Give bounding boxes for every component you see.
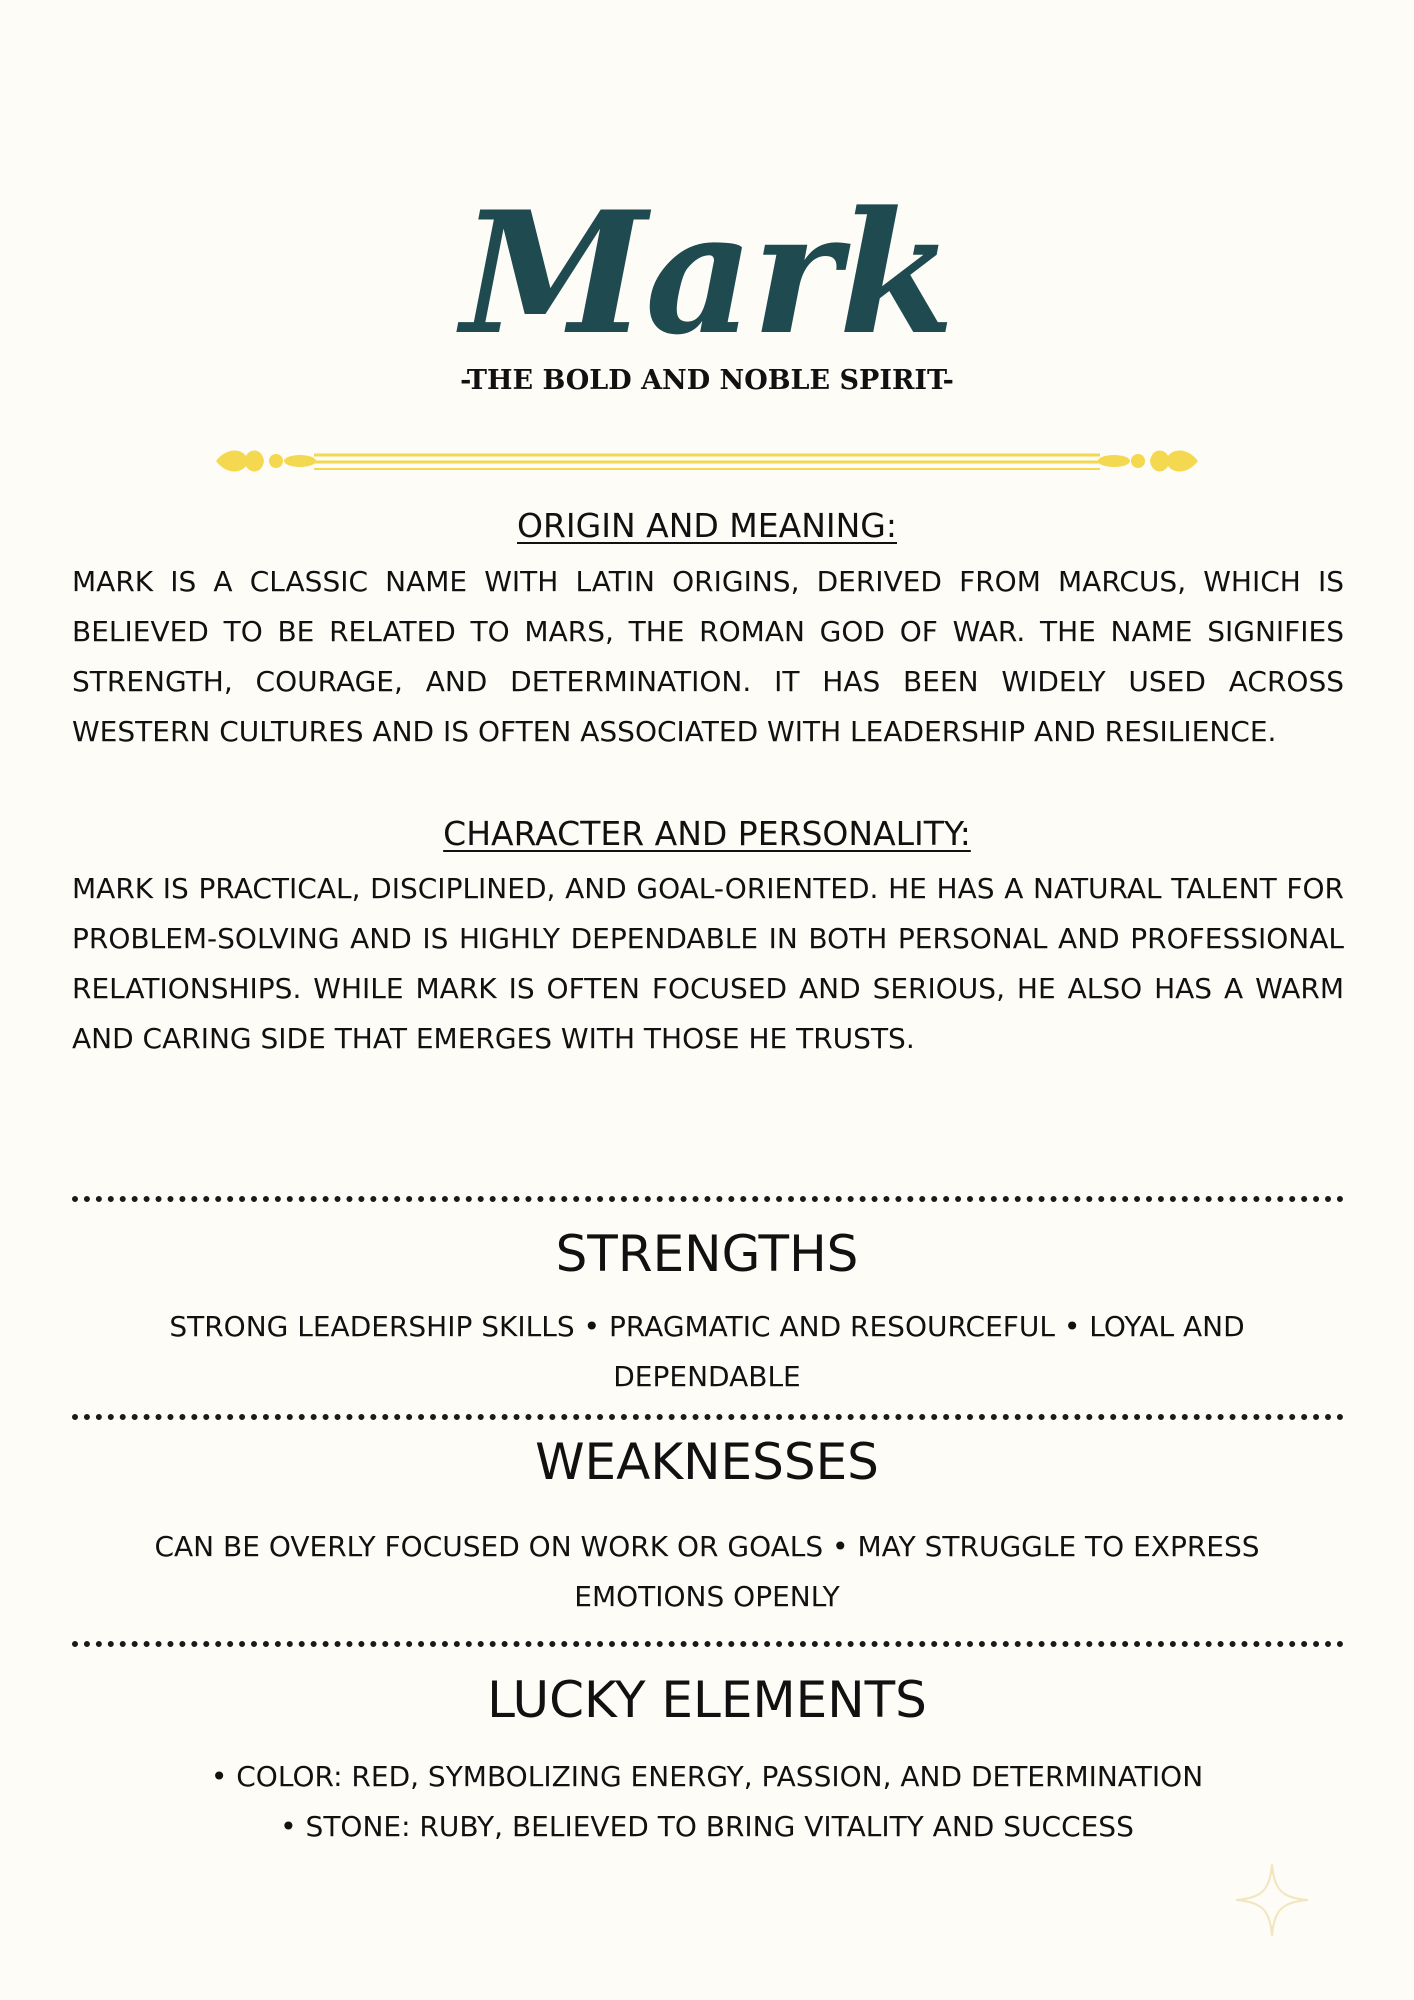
origin-heading: ORIGIN AND MEANING:	[517, 506, 897, 545]
lucky-heading: LUCKY ELEMENTS	[487, 1671, 927, 1729]
section-divider	[72, 1196, 1344, 1202]
section-divider	[72, 1414, 1344, 1420]
origin-text: MARK IS A CLASSIC NAME WITH LATIN ORIGINS, DERIVED FROM MARCUS, WHICH IS BELIEVED TO BE RELATED TO MARS, THE ROMAN GOD OF WAR. THE NAME SIGNIFIES STRENGTH, COURAGE, AND DETERMINATION. IT HAS BEEN WIDELY USED ACROSS WESTERN CULTURES AND IS OFTEN ASSOCIATED WITH LEADERSHIP AND RESILIENCE.	[72, 565, 1344, 748]
page-title: Mark	[461, 174, 953, 372]
weaknesses-heading: WEAKNESSES	[535, 1433, 879, 1491]
character-text: MARK IS PRACTICAL, DISCIPLINED, AND GOAL-ORIENTED. HE HAS A NATURAL TALENT FOR PROBLEM-SOLVING AND IS HIGHLY DEPENDABLE IN BOTH PERSONAL AND PROFESSIONAL RELATIONSHIPS. WHILE MARK IS OFTEN FOCUSED AND SERIOUS, HE ALSO HAS A WARM AND CARING SIDE THAT EMERGES WITH THOSE HE TRUSTS.	[72, 872, 1344, 1055]
weaknesses-text: CAN BE OVERLY FOCUSED ON WORK OR GOALS • MAY STRUGGLE TO EXPRESS EMOTIONS OPENLY	[154, 1530, 1260, 1613]
section-divider	[72, 1641, 1344, 1647]
lucky-list	[130, 1752, 1284, 1852]
page-subtitle: -THE BOLD AND NOBLE SPIRIT-	[460, 365, 954, 396]
strengths-text: STRONG LEADERSHIP SKILLS • PRAGMATIC AND RESOURCEFUL • LOYAL AND DEPENDABLE	[169, 1310, 1245, 1393]
character-heading: CHARACTER AND PERSONALITY:	[443, 814, 971, 853]
lucky-item-color: • COLOR: RED, SYMBOLIZING ENERGY, PASSION, AND DETERMINATION	[210, 1760, 1204, 1793]
ornamental-divider-icon	[210, 436, 1204, 486]
strengths-heading: STRENGTHS	[555, 1225, 859, 1283]
sparkle-icon	[1234, 1862, 1310, 1938]
lucky-item-stone: • STONE: RUBY, BELIEVED TO BRING VITALITY AND SUCCESS	[280, 1810, 1134, 1843]
